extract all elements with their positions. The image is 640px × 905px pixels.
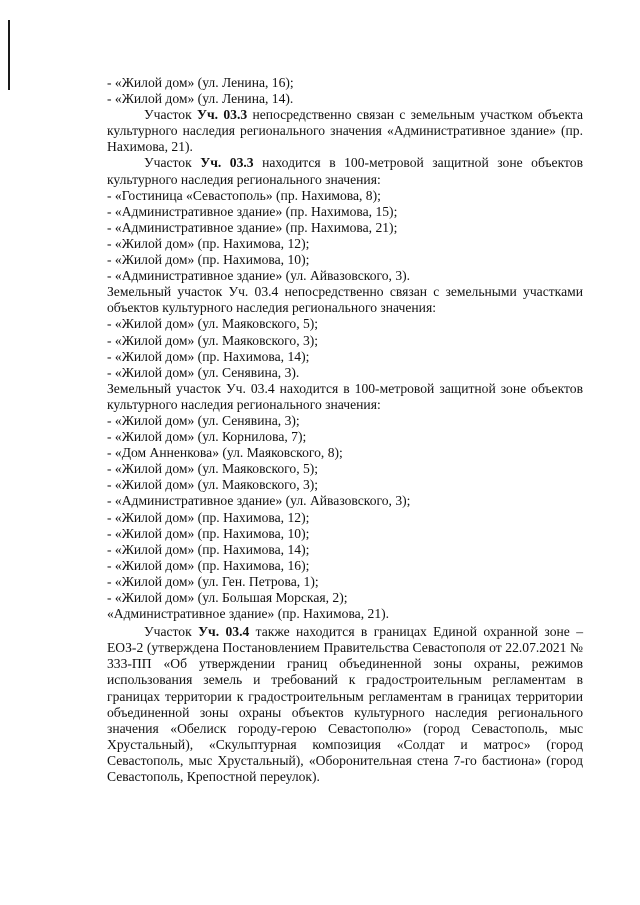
paragraph-4: Земельный участок Уч. 03.4 находится в 100-метровой защитной зоне объектов культурного наследия регионального значения: xyxy=(107,380,583,412)
list-item: - «Жилой дом» (ул. Сенявина, 3). xyxy=(107,364,300,380)
scan-edge-mark xyxy=(8,20,10,90)
list-item: - «Жилой дом» (ул. Большая Морская, 2); xyxy=(107,590,348,605)
paragraph-2 xyxy=(107,155,583,187)
list-item: - «Гостиница «Севастополь» (пр. Нахимова, 8); xyxy=(107,187,381,203)
paragraph-3: Земельный участок Уч. 03.4 непосредственно связан с земельными участками объектов культурного наследия регионального значения: xyxy=(107,284,583,316)
list-item: - «Жилой дом» (ул. Маяковского, 5); xyxy=(107,461,319,477)
list-item: - «Жилой дом» (пр. Нахимова, 14); xyxy=(107,541,310,557)
paragraph-lead: Участок xyxy=(144,624,199,640)
parcel-id: Уч. 03.3 xyxy=(197,107,248,123)
list-item: - «Жилой дом» (ул. Маяковского, 3); xyxy=(107,477,319,493)
list-item: - «Жилой дом» (ул. Корнилова, 7); xyxy=(107,429,307,445)
list-item: - «Жилой дом» (ул. Ленина, 16); xyxy=(107,75,294,90)
list-item: - «Жилой дом» (ул. Ленина, 14). xyxy=(107,91,294,107)
list-item: «Административное здание» (пр. Нахимова, 21). xyxy=(107,606,390,622)
list-item: - «Дом Анненкова» (ул. Маяковского, 8); xyxy=(107,445,343,461)
list-item: - «Жилой дом» (пр. Нахимова, 10); xyxy=(107,252,310,268)
paragraph-text: также находится в границах Единой охранной зоне – ЕОЗ-2 (утверждена Постановлением Правительства Севастополя от 22.07.2021 № 333-ПП «Об утверждении границ объединенной зоны охраны, режимов использования земель и требований к градостроительным регламентам в границах территории к градостроительным регламентам в границах территории объединенной зоны охраны объектов культурного наследия регионального значения «Обелиск городу-герою Севастополю» (город Севастополь, мыс Хрустальный), «Скульптурная композиция «Солдат и матрос» (город Севастополь, мыс Хрустальный), «Оборонительная стена 7-го бастиона» (город Севастополь, Крепостной переулок). xyxy=(107,624,583,785)
list-item: - «Административное здание» (пр. Нахимова, 15); xyxy=(107,203,398,219)
list-item: - «Жилой дом» (пр. Нахимова, 14); xyxy=(107,348,310,364)
list-item: - «Жилой дом» (пр. Нахимова, 12); xyxy=(107,235,310,251)
paragraph-text: непосредственно связан с земельным участком объекта культурного наследия регионального значения «Административное здание» (пр. Нахимова, 21). xyxy=(107,107,584,155)
list-item: - «Жилой дом» (ул. Ген. Петрова, 1); xyxy=(107,573,319,589)
paragraph-lead: Участок xyxy=(144,155,201,171)
paragraph-1 xyxy=(107,107,583,155)
paragraph-text: находится в 100-метровой защитной зоне объектов культурного наследия регионального значения: xyxy=(107,155,583,187)
document-body xyxy=(107,75,583,785)
list-item: - «Административное здание» (пр. Нахимова, 21); xyxy=(107,219,398,235)
list-item: - «Жилой дом» (пр. Нахимова, 16); xyxy=(107,557,310,573)
parcel-id: Уч. 03.4 xyxy=(198,624,250,640)
list-item: - «Жилой дом» (ул. Сенявина, 3); xyxy=(107,412,300,428)
parcel-id: Уч. 03.3 xyxy=(200,155,254,171)
paragraph-5 xyxy=(107,624,583,785)
list-item: - «Жилой дом» (пр. Нахимова, 12); xyxy=(107,509,310,525)
list-item: - «Жилой дом» (ул. Маяковского, 3); xyxy=(107,332,319,348)
list-item: - «Административное здание» (ул. Айвазовского, 3); xyxy=(107,493,411,509)
list-item: - «Административное здание» (ул. Айвазовского, 3). xyxy=(107,268,411,284)
list-item: - «Жилой дом» (ул. Маяковского, 5); xyxy=(107,316,319,332)
paragraph-lead: Участок xyxy=(144,107,198,123)
list-item: - «Жилой дом» (пр. Нахимова, 10); xyxy=(107,525,310,541)
